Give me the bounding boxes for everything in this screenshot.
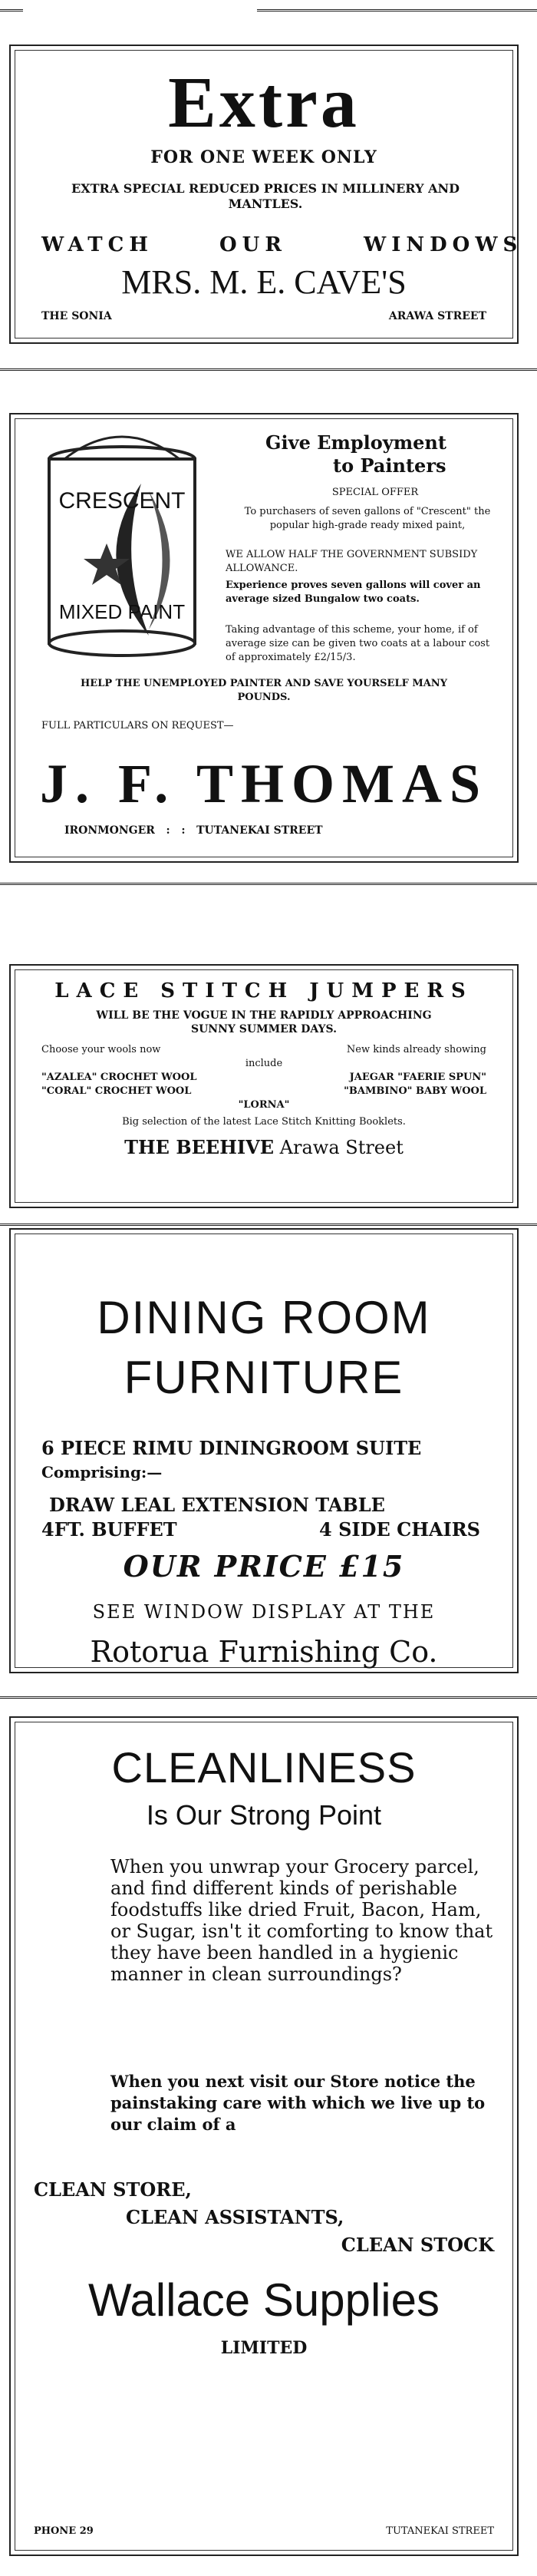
booklets: Big selection of the latest Lace Stitch Knitting Booklets. (122, 1116, 406, 1128)
heading-give: Give Employment (265, 431, 446, 454)
headline: Extra (168, 63, 360, 143)
store-name: J. F. THOMAS (39, 753, 489, 814)
our-word: OUR (219, 233, 287, 256)
location-right: ARAWA STREET (388, 310, 486, 322)
separator (0, 368, 537, 371)
see-window: SEE WINDOW DISPLAY AT THE (92, 1601, 436, 1623)
location-left: THE SONIA (41, 310, 112, 322)
offer-para: To purchasers of seven gallons of "Crescent" the popular high-grade ready mixed paint, (244, 506, 491, 531)
ad-wallace (9, 1716, 519, 2556)
headline: LACE STITCH JUMPERS (54, 979, 473, 1002)
subheadline: Is Our Strong Point (146, 1799, 382, 1831)
clean-assistants: CLEAN ASSISTANTS, (126, 2206, 344, 2228)
paint-can-image (34, 430, 210, 668)
ad-beehive (9, 964, 519, 1208)
help-line: HELP THE UNEMPLOYED PAINTER AND SAVE YOURSELF MANY POUNDS. (81, 678, 447, 703)
top-rule-right (257, 9, 537, 12)
limited: LIMITED (220, 2338, 308, 2358)
particulars: FULL PARTICULARS ON REQUEST— (41, 720, 234, 732)
ad-border (15, 1722, 513, 2551)
store-name: MRS. M. E. CAVE'S (121, 263, 407, 301)
experience: Experience proves seven gallons will cover an average sized Bungalow two coats. (226, 580, 481, 605)
include: include (245, 1058, 283, 1069)
chairs: 4 SIDE CHAIRS (319, 1518, 480, 1541)
store-name: Wallace Supplies (88, 2274, 440, 2326)
store-name: THE BEEHIVE (124, 1136, 275, 1158)
wool-item: "LORNA" (238, 1099, 290, 1111)
wool-item: JAEGAR "FAERIE SPUN" (349, 1072, 486, 1083)
wool-item: "BAMBINO" BABY WOOL (344, 1085, 486, 1097)
store-name: Rotorua Furnishing Co. (90, 1635, 438, 1669)
scheme: Taking advantage of this scheme, your home, if of average size can be given two coats at a labour cost of approximately £2/15/3. (226, 624, 490, 663)
ad-caves (9, 45, 523, 344)
new-kinds: New kinds already showing (346, 1044, 486, 1055)
buffet: 4FT. BUFFET (41, 1518, 177, 1541)
subheadline: FOR ONE WEEK ONLY (150, 147, 377, 167)
allowance: WE ALLOW HALF THE GOVERNMENT SUBSIDY ALLOWANCE. (226, 549, 478, 574)
wool-item: "AZALEA" CROCHET WOOL (41, 1072, 197, 1083)
heading-painters: to Painters (333, 454, 446, 477)
watch-word: WATCH (41, 233, 153, 256)
separator (0, 1224, 537, 1226)
price: OUR PRICE £15 (123, 1549, 405, 1584)
comprising: Comprising:— (41, 1463, 163, 1481)
phone: PHONE 29 (34, 2525, 94, 2537)
headline-line-2: FURNITURE (124, 1352, 404, 1403)
body-para: When you unwrap your Grocery parcel, and find different kinds of perishable foodstuffs like dried Fruit, Bacon, Ham, or Sugar, isn't it comforting to know that they have been handled in a hygienic manner in clean surroundings? (110, 1856, 493, 1985)
top-rule-left (0, 9, 23, 12)
headline-line-1: DINING ROOM (97, 1292, 431, 1343)
street: Arawa Street (279, 1137, 404, 1158)
store-line (11, 1136, 517, 1158)
separator (0, 883, 537, 885)
clean-store: CLEAN STORE, (34, 2178, 192, 2201)
ad-furnishing (9, 1228, 519, 1673)
special-offer: SPECIAL OFFER (331, 487, 419, 498)
street: TUTANEKAI STREET (386, 2525, 494, 2537)
wool-item: "CORAL" CROCHET WOOL (41, 1085, 192, 1097)
table: DRAW LEAL EXTENSION TABLE (49, 1494, 385, 1516)
body-text: EXTRA SPECIAL REDUCED PRICES IN MILLINERY AND MANTLES. (71, 181, 460, 211)
separator (0, 1696, 537, 1699)
suite: 6 PIECE RIMU DININGROOM SUITE (41, 1437, 422, 1459)
clean-stock: CLEAN STOCK (341, 2234, 494, 2256)
windows-word: WINDOWS (364, 233, 523, 256)
visit-para: When you next visit our Store notice the painstaking care with which we live up to our claim of a (110, 2072, 486, 2134)
choose-wools: Choose your wools now (41, 1044, 161, 1055)
footer: IRONMONGER : : TUTANEKAI STREET (64, 824, 323, 837)
ad-thomas (9, 413, 519, 863)
can-label-bottom: MIXED PAINT (58, 600, 186, 623)
subheadline: WILL BE THE VOGUE IN THE RAPIDLY APPROACHING SUNNY SUMMER DAYS. (96, 1009, 432, 1035)
can-label-top: CRESCENT (58, 488, 186, 514)
headline: CLEANLINESS (111, 1743, 417, 1792)
